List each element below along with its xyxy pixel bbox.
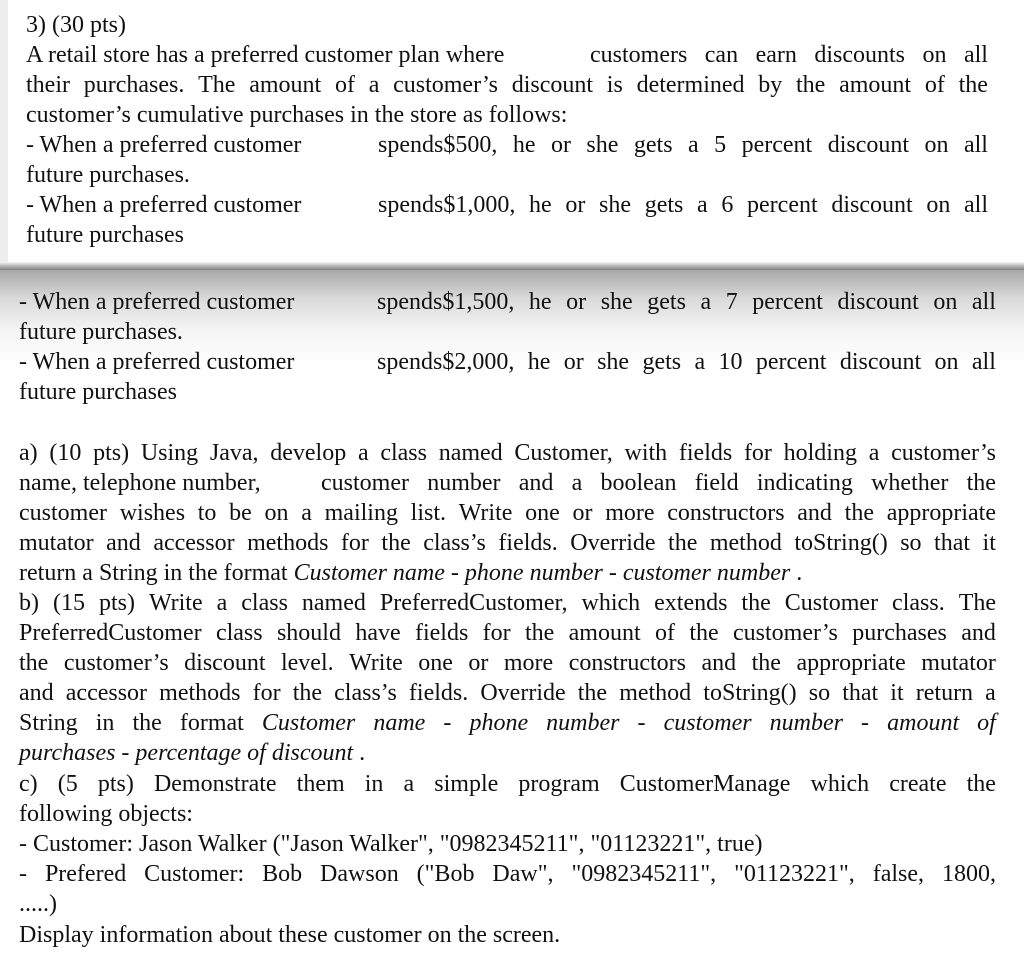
part-c-ellipsis: .....) — [19, 891, 57, 917]
word: purchases. — [83, 72, 185, 98]
word: and — [19, 680, 54, 706]
word: and — [797, 500, 832, 526]
word: spends$2,000, — [377, 349, 515, 375]
word: or — [572, 500, 593, 526]
word: methods — [159, 680, 241, 706]
word: a — [403, 771, 415, 797]
word: be — [229, 500, 252, 526]
word: them — [296, 771, 345, 797]
word: he — [528, 289, 552, 315]
word: in — [364, 771, 384, 797]
word: class — [241, 590, 288, 616]
word: a — [694, 349, 706, 375]
word: (5 — [57, 771, 78, 797]
word: mutator — [19, 530, 94, 556]
word: accessor — [153, 530, 235, 556]
word: Override — [570, 530, 656, 556]
italic-word: - — [637, 710, 646, 736]
tier-4-right — [377, 347, 996, 377]
part-a-line-2-right — [321, 468, 996, 498]
word: customer’s — [393, 72, 498, 98]
word: more — [503, 650, 554, 676]
word: a — [368, 72, 380, 98]
word: method — [709, 530, 782, 556]
word: she — [599, 192, 632, 218]
part-c-line-1 — [19, 769, 996, 799]
word: of — [654, 620, 675, 646]
word: or — [565, 192, 586, 218]
word: b) — [19, 590, 39, 616]
word: discount — [511, 72, 594, 98]
word: which — [810, 771, 870, 797]
word: develop — [270, 440, 347, 466]
word: String — [19, 710, 78, 736]
word: discounts — [814, 42, 905, 68]
word: pts) — [97, 771, 134, 797]
word: The — [198, 72, 236, 98]
intro-line-1 — [26, 40, 988, 70]
word: on — [922, 42, 947, 68]
word: 7 — [725, 289, 738, 315]
word: toString() — [794, 530, 888, 556]
italic-word: of — [977, 710, 996, 736]
word: the — [577, 680, 608, 706]
word: Dawson — [320, 861, 399, 887]
intro-line-1-left: A retail store has a preferred customer plan where — [26, 42, 505, 68]
word: fields — [678, 440, 733, 466]
italic-word: name — [373, 710, 426, 736]
italic-word: phone — [469, 710, 529, 736]
word: class — [215, 620, 263, 646]
word: it — [890, 680, 904, 706]
word: CustomerManage — [619, 771, 791, 797]
word: the — [966, 470, 996, 496]
word: holding — [783, 440, 857, 466]
word: a — [985, 680, 996, 706]
word: Write — [148, 590, 203, 616]
word: of — [334, 72, 355, 98]
word: - — [19, 861, 27, 887]
tier-1-line — [26, 130, 988, 160]
part-c-display-instruction: Display information about these customer on the screen. — [19, 922, 561, 948]
word: a — [688, 132, 699, 158]
part-a-format-string: Customer name - phone number - customer number — [293, 560, 791, 586]
part-c-line-2: following objects: — [19, 801, 193, 827]
word: fields — [414, 620, 469, 646]
word: Customer, — [514, 440, 613, 466]
tier-4-line — [19, 347, 996, 377]
word: spends$1,000, — [378, 192, 516, 218]
word: and — [518, 470, 554, 496]
word: Prefered — [44, 861, 127, 887]
part-b-line-3 — [19, 648, 996, 678]
word: Demonstrate — [153, 771, 277, 797]
word: level. — [280, 650, 334, 676]
word: constructors — [568, 650, 686, 676]
word: Daw", — [492, 861, 554, 887]
word: the — [796, 72, 826, 98]
word: Write — [458, 500, 513, 526]
word: or — [468, 650, 489, 676]
left-margin-strip — [0, 0, 8, 262]
word: all — [964, 192, 988, 218]
word: spends$1,500, — [377, 289, 515, 315]
word: a) — [19, 440, 38, 466]
part-b-line-1 — [19, 588, 996, 618]
intro-line-3: customer’s cumulative purchases in the store as follows: — [26, 102, 568, 128]
word: one — [418, 650, 453, 676]
word: fields. — [498, 530, 558, 556]
tier-4-continuation: future purchases — [19, 379, 177, 405]
word: discount — [831, 192, 913, 218]
word: class’s — [423, 530, 486, 556]
part-b-line-2 — [19, 618, 996, 648]
word: Customer — [784, 590, 879, 616]
word: for — [340, 530, 369, 556]
word: a — [357, 440, 369, 466]
word: can — [704, 42, 739, 68]
word: a — [697, 192, 708, 218]
word: amount — [249, 72, 322, 98]
word: he — [527, 349, 551, 375]
word: indicating — [756, 470, 853, 496]
part-a-line-4 — [19, 528, 996, 558]
word: class’s — [334, 680, 397, 706]
word: gets — [644, 192, 684, 218]
word: PreferredCustomer, — [379, 590, 568, 616]
word: pts) — [93, 440, 130, 466]
word: all — [971, 289, 996, 315]
part-b-format-string-end: purchases - percentage of discount — [19, 740, 354, 766]
word: for — [482, 620, 511, 646]
word: (15 — [52, 590, 85, 616]
word: by — [758, 72, 783, 98]
word: she — [586, 132, 619, 158]
word: the — [524, 620, 555, 646]
word: Write — [349, 650, 403, 676]
word: (10 — [49, 440, 82, 466]
word: on — [933, 289, 958, 315]
italic-word: number — [769, 710, 843, 736]
word: or — [550, 132, 571, 158]
word: all — [971, 349, 996, 375]
word: class — [380, 440, 427, 466]
part-a-line-5 — [19, 558, 802, 588]
word: on — [926, 192, 951, 218]
word: discount — [839, 349, 922, 375]
word: program — [518, 771, 600, 797]
word: Bob — [262, 861, 303, 887]
word: purchases — [852, 620, 947, 646]
word: the — [668, 530, 698, 556]
word: he — [529, 192, 552, 218]
word: amount — [839, 72, 912, 98]
word: their — [26, 72, 70, 98]
word: all — [963, 132, 988, 158]
word: should — [276, 620, 341, 646]
word: percent — [747, 192, 818, 218]
word: the — [381, 530, 411, 556]
part-b-line-6 — [19, 738, 365, 768]
word: the — [966, 771, 996, 797]
word: on — [934, 349, 959, 375]
word: the — [689, 620, 719, 646]
word: the — [751, 650, 781, 676]
word: The — [958, 590, 996, 616]
word: toString() — [703, 680, 797, 706]
word: gets — [633, 132, 673, 158]
word: accessor — [65, 680, 148, 706]
word: pts) — [98, 590, 135, 616]
tier-3-line — [19, 287, 996, 317]
italic-word: customer — [663, 710, 752, 736]
word: PreferredCustomer — [19, 620, 202, 646]
word: on — [924, 132, 949, 158]
word: wishes — [119, 500, 186, 526]
part-a-format-end: . — [790, 560, 803, 586]
word: the — [292, 680, 323, 706]
word: 5 — [714, 132, 727, 158]
word: 6 — [721, 192, 734, 218]
word: determined — [636, 72, 745, 98]
word: and — [106, 530, 141, 556]
word: fields. — [408, 680, 469, 706]
tier-3-right — [377, 287, 996, 317]
italic-word: number — [546, 710, 620, 736]
word: customer — [19, 500, 107, 526]
part-a-line-2-left: name, telephone number, — [19, 470, 261, 496]
word: one — [525, 500, 560, 526]
word: the — [19, 650, 49, 676]
word: gets — [647, 289, 686, 315]
word: mailing — [324, 500, 398, 526]
intro-line-2 — [26, 70, 988, 100]
part-a-line-3 — [19, 498, 996, 528]
tier-3-left: - When a preferred customer — [19, 289, 295, 315]
word: customer — [321, 470, 409, 496]
word: Customer: — [144, 861, 245, 887]
word: boolean — [600, 470, 677, 496]
intro-line-1-right — [590, 40, 988, 70]
word: number — [427, 470, 501, 496]
word: extends — [654, 590, 728, 616]
word: spends$500, — [378, 132, 498, 158]
word: that — [934, 530, 971, 556]
part-b-format-end: . — [353, 740, 366, 766]
word: customers — [590, 42, 688, 68]
word: whether — [871, 470, 949, 496]
word: is — [606, 72, 623, 98]
word: or — [563, 349, 584, 375]
part-c-preferred-object — [19, 859, 996, 889]
word: and — [961, 620, 996, 646]
part-a-line-2 — [19, 468, 996, 498]
word: "0982345211", — [571, 861, 717, 887]
word: methods — [247, 530, 329, 556]
word: that — [842, 680, 879, 706]
word: percent — [752, 289, 823, 315]
italic-word: - — [861, 710, 870, 736]
tier-2-continuation: future purchases — [26, 222, 184, 248]
word: appropriate — [796, 650, 906, 676]
word: with — [624, 440, 668, 466]
word: list. — [410, 500, 447, 526]
word: customer’s — [733, 620, 838, 646]
word: 1800, — [941, 861, 996, 887]
tier-2-right — [378, 190, 988, 220]
part-b-line-4 — [19, 678, 996, 708]
word: gets — [642, 349, 682, 375]
word: to — [197, 500, 217, 526]
word: mutator — [921, 650, 996, 676]
word: constructors — [667, 500, 785, 526]
word: "01123221", — [734, 861, 855, 887]
word: it — [982, 530, 996, 556]
word: on — [264, 500, 289, 526]
word: all — [963, 42, 988, 68]
word: Using — [140, 440, 199, 466]
word: of — [924, 72, 945, 98]
word: ("Bob — [416, 861, 475, 887]
word: return — [915, 680, 974, 706]
word: customer’s — [891, 440, 996, 466]
word: 10 — [718, 349, 743, 375]
word: and — [701, 650, 737, 676]
word: c) — [19, 771, 38, 797]
word: simple — [434, 771, 499, 797]
word: a — [571, 470, 583, 496]
word: discount — [184, 650, 266, 676]
word: the — [958, 72, 988, 98]
word: Java, — [209, 440, 259, 466]
word: have — [355, 620, 401, 646]
word: appropriate — [886, 500, 996, 526]
part-a-line-1 — [19, 438, 996, 468]
word: class. — [892, 590, 945, 616]
word: the — [741, 590, 771, 616]
tier-2-left: - When a preferred customer — [26, 192, 302, 218]
word: percent — [741, 132, 813, 158]
word: more — [605, 500, 655, 526]
word: in — [95, 710, 115, 736]
word: a — [301, 500, 312, 526]
question-heading: 3) (30 pts) — [26, 12, 126, 38]
word: she — [597, 349, 630, 375]
tier-4-left: - When a preferred customer — [19, 349, 295, 375]
word: the — [844, 500, 874, 526]
part-a-format-prefix: return a String in the format — [19, 560, 294, 586]
word: so — [808, 680, 831, 706]
word: field — [694, 470, 739, 496]
part-c-customer-object: - Customer: Jason Walker ("Jason Walker", "0982345211", "01123221", true) — [19, 831, 763, 857]
word: he — [512, 132, 536, 158]
word: customer’s — [63, 650, 169, 676]
part-b-line-5 — [19, 708, 996, 738]
italic-word: Customer — [261, 710, 356, 736]
word: named — [438, 440, 503, 466]
tier-1-continuation: future purchases. — [26, 162, 190, 188]
word: or — [566, 289, 587, 315]
word: false, — [872, 861, 925, 887]
word: format — [179, 710, 244, 736]
italic-word: amount — [887, 710, 960, 736]
tier-1-right — [378, 130, 988, 160]
word: discount — [837, 289, 919, 315]
word: a — [868, 440, 880, 466]
word: discount — [827, 132, 910, 158]
word: the — [132, 710, 162, 736]
word: named — [301, 590, 366, 616]
word: method — [619, 680, 692, 706]
word: amount — [568, 620, 641, 646]
tier-1-left: - When a preferred customer — [26, 132, 302, 158]
word: which — [581, 590, 641, 616]
word: she — [600, 289, 633, 315]
word: Override — [480, 680, 566, 706]
word: create — [889, 771, 947, 797]
word: for — [743, 440, 772, 466]
word: a — [700, 289, 712, 315]
word: a — [216, 590, 228, 616]
page-fold-separator — [0, 262, 1024, 270]
italic-word: - — [443, 710, 452, 736]
word: percent — [755, 349, 827, 375]
word: earn — [755, 42, 797, 68]
tier-3-continuation: future purchases. — [19, 319, 183, 345]
tier-2-line — [26, 190, 988, 220]
word: for — [252, 680, 281, 706]
word: so — [900, 530, 922, 556]
